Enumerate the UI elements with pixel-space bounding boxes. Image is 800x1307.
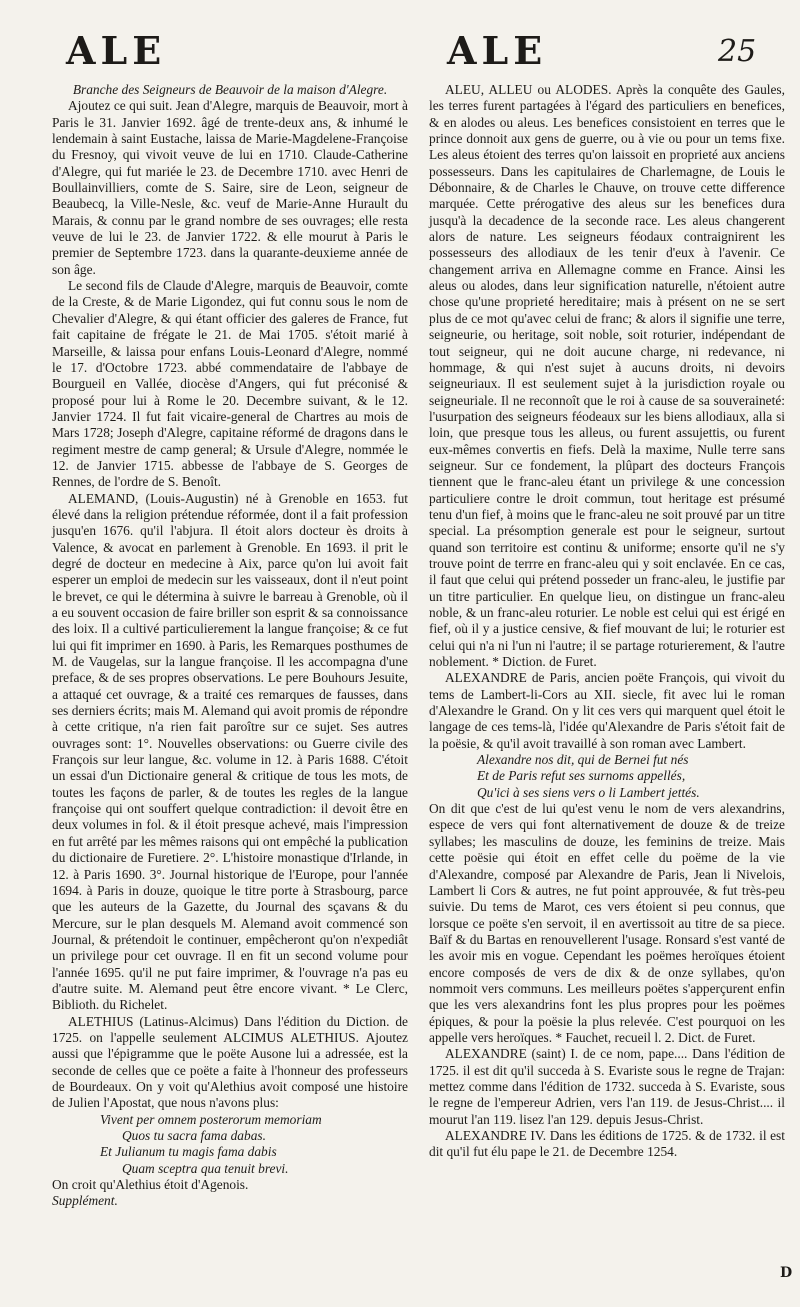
entry-aleu: ALEU, ALLEU ou ALODES. Après la conquête des Gaules, les terres furent partagées à l'égard des particuliers en benefices, & en alodes ou aleus. Les benefices consistoient en terres que le prince donnoit aux gens de guerre, ou à vie ou pour un tems fixe. Les aleus étoient des terres qu'on laissoit en proprieté aux anciens possesseurs. Dans les capitulaires de Charlemagne, de Louis le Débonnaire, & de Charles le Chauve, on trouve cette difference marquée. Cette prérogative des aleus sur les benefices dura jusqu'à la decadence de la seconde race. Les aleus changerent alors de nature. Les seigneurs féodaux contraignirent les possesseurs des allodiaux de les tenir d'eux à l'avenir. Ce changement arriva en Allemagne comme en France. Ainsi les aleus ou alodes, dans leur signification naturelle, n'étoient autre chose qu'une proprieté hereditaire; mais à présent on ne se sert plus de ce mot qu'avec celui de franc; & alors il signifie une terre, seigneurie, ou heritage, soit noble, soit roturier, indépendant de tout seigneur, qui ne doit aucune charge, ni redevance, ni hommage, & qui n'est sujet à aucuns droits, ni devoirs seigneuriaux. Il est seulement sujet à la jurisdiction royale ou seigneuriale. Il ne reconnoît que le roi à cause de sa souveraineté: l'usurpation des seigneurs féodeaux sur les biens allodiaux, alla si loin, que presque tous les alleus, ou furent assujettis, ou furent eux-mêmes convertis en fiefs. Delà la maxime, Nulle terre sans seigneur. Sur ce fondement, la plûpart des docteurs François tiennent que le franc-aleu étant un privilege & une concession particuliere contre le droit commun, tout heritage est présumé tenu d'un fief, à moins que le franc-aleu ne soit prouvé par un titre special. La présomption generale est pour le seigneur, surtout quand son territoire est continu & uniforme; ensorte qu'il ne s'y trouve point de terrre en franc-aleu qui y soit enclavée. En ce cas, il faut que celui qui prétend posseder un franc-aleu, le justifie par un titre particulier. En quelque lieu, on distingue un franc-aleu noble, & un franc-aleu roturier. Le noble est celui qui est érigé en fief, où il y a justice censive, & fief mouvant de lui; le roturier est celui qui n'a ni l'un ni l'autre; il se partage roturierement, & l'autre noblement. * Diction. de Furet. (429, 82, 785, 670)
verse-line: Et de Paris refut ses surnoms appellés, (477, 768, 686, 784)
left-headword: ALE (66, 28, 167, 73)
verse-line: Quam sceptra qua tenuit brevi. (122, 1160, 289, 1176)
left-column (52, 82, 408, 1210)
paragraph: On croit qu'Alethius étoit d'Agenois. (52, 1177, 249, 1193)
paragraph: Ajoutez ce qui suit. Jean d'Alegre, marquis de Beauvoir, mort à Paris le 31. Janvier 1692. âgé de trente-deux ans, & inhumé le lendemain à saint Eustache, laissa de Marie-Magdelene-Françoise du Fresnoy, qui vivoit veuve de lui en 1710. Claude-Catherine d'Alegre, qui fut mariée le 23. de Decembre 1710. avec Henri de Boullainvilliers, comte de S. Saire, sire de Leon, seigneur de Beaubecq, la Ville-Nesle, &c. veuf de Marie-Anne Hurault du Marais, & connu par le grand nombre de ses ouvrages; elle resta veuve de lui le 23. de Janvier 1722. & elle mourut à Paris le premier de Septembre 1723. dans la quarante-deuxieme année de son âge. (52, 98, 408, 277)
right-column (429, 82, 785, 1161)
verse-line: Et Julianum tu magis fama dabis (100, 1144, 277, 1160)
verse-line: Quos tu sacra fama dabas. (122, 1128, 266, 1143)
entry-alexandre-iv: ALEXANDRE IV. Dans les éditions de 1725. & de 1732. il est dit qu'il fut élu pape le 21. de Decembre 1254. (429, 1128, 785, 1160)
verse-line: Alexandre nos dit, qui de Bernei fut nés (477, 752, 689, 768)
paragraph: On dit que c'est de lui qu'est venu le nom de vers alexandrins, espece de vers qui font alternativement de douze & de treize syllabes; les masculins de douze, les feminins de treize. Mais cette poësie qui étoit en effet celle du poëme de la vie d'Alexandre, composé par Alexandre de Paris, Jean li Nivelois, Lambert li Cors & autres, ne fut point approuvée, & fut très-peu suivie. Du tems de Marot, ces vers étoient si peu connus, que lorsque ce poëte s'en servoit, il en avertissoit au titre de sa piece. Baïf & du Bartas en renouvellerent l'usage. Ronsard s'est vanté de les avoir mis en vogue. Cependant les poëmes heroïques étoient encore composés de vers de dix & de onze syllabes, qu'on nommoit vers communs. Les meilleurs poëtes s'apperçurent enfin que les vers alexandrins font les plus propres pour les poëmes épiques, & pour la poësie la plus relevée. C'est pourquoi on les appelle vers heroïques. * Fauchet, recueil l. 2. Dict. de Furet. (429, 801, 785, 1045)
running-header (0, 28, 800, 88)
page-number: 25 (718, 34, 757, 69)
entry-alethius: ALETHIUS (Latinus-Alcimus) Dans l'édition du Diction. de 1725. on l'appelle seulement ALCIMUS ALETHIUS. Ajoutez aussi que l'épigramme que le poëte Ausone lui a adressée, est la seconde de celles que ce poëte a faite à l'honneur des professeurs de Bourdeaux. On y voit qu'Alethius avoit composé une histoire de Julien l'Apostat, que nous n'avons plus: (52, 1013, 408, 1111)
entry-alexandre-de-paris: ALEXANDRE de Paris, ancien poëte François, qui vivoit du tems de Lambert-li-Cors au XII. siecle, fit avec lui le roman d'Alexandre le Grand. On y lit ces vers qui marquent quel étoit le langage de ces tems-là, l'idée qu'Alexandre de Paris s'étoit fait de la poësie, & qu'il avoit travaillé à son roman avec Lambert. (429, 670, 785, 751)
section-heading: Branche des Seigneurs de Beauvoir de la maison d'Alegre. (72, 82, 388, 97)
signature-mark: D (780, 1265, 793, 1281)
verse-line: Qu'ici à ses siens vers o li Lambert jettés. (477, 784, 700, 800)
paragraph: Le second fils de Claude d'Alegre, marquis de Beauvoir, comte de la Creste, & de Marie Ligondez, qui fut connu sous le nom de Chevalier d'Alegre, & qui étant officier des galeres de France, fut fait capitaine de frégate le 21. de Mai 1705. s'étoit marié à Marseille, & laissa pour enfans Louis-Leonard d'Alegre, nommé le 17. d'Octobre 1723. abbé commendataire de l'abbaye de Bourgueil en Vallée, diocèse d'Angers, qui fut préconisé & proposé pour lui à Rome le 20. Decembre suivant, & le 12. Janvier 1724. Il fut fait vicaire-general de Chartres au mois de Mars 1728; Joseph d'Alegre, capitaine réformé de dragons dans le regiment mestre de camp general; & Ursule d'Alegre, nommée le 12. de Janvier 1715. abbesse de l'abbaye de S. Georges de Rennes, de l'ordre de S. Benoît. (52, 278, 408, 490)
entry-alexandre-i: ALEXANDRE (saint) I. de ce nom, pape.... Dans l'édition de 1725. il est dit qu'il succeda à S. Evariste sous le regne de Trajan: mettez comme dans l'édition de 1732. succeda à S. Evariste, sous le regne de l'empereur Adrien, vers l'an 119. de Jesus-Christ.... il mourut l'an 119. lisez l'an 129. depuis Jesus-Christ. (429, 1046, 785, 1127)
supplement-note: Supplément. (52, 1193, 118, 1209)
verse-line: Vivent per omnem posterorum memoriam (100, 1111, 322, 1127)
entry-alemand: ALEMAND, (Louis-Augustin) né à Grenoble en 1653. fut élevé dans la religion prétendue réformée, dont il a fait profession jusqu'en 1676. qu'il l'abjura. Il étoit alors docteur ès droits à Valence, & avocat en parlement à Grenoble. En 1693. il prit le degré de docteur en medecine à Aix, parce qu'on lui avoit fait esperer un emploi de medecin sur les vaisseaux, dont il n'eut point le brevet, ce qui le détermina à suivre le barreau à Grenoble, où il a eu souvent occasion de faire briller son esprit & sa connoissance des loix. Il a cultivé particulierement la langue françoise; & ce fut lui qui fit imprimer en 1690. à Paris, les Remarques posthumes de M. de Vaugelas, sur la langue françoise. Il les accompagna d'une preface, & de ses propres observations. Le pere Bouhours Jesuite, a attaqué cet ouvrage, & a traité ces remarques de fausses, dans ses derniers écrits; mais M. Alemand qui avoit promis de répondre à cette critique, n'a rien fait paroître sur ce sujet. Ses autres ouvrages sont: 1°. Nouvelles observations: ou Guerre civile des François sur leur langue, &c. volume in 12. à Paris 1688. C'étoit un essai d'un Dictionaire general & critique de tous les mots, de toutes les façons de parler, & de toutes les regles de la langue françoise qui ont souffert quelque contradiction: il devoit être en deux volumes in fol. & il étoit presque achevé, mais l'impression en fut arrêté par les mêmes raisons qui ont empêché la publication du dictionaire de Furetiere. 2°. L'histoire monastique d'Irlande, in 12. à Paris 1690. 3°. Journal historique de l'Europe, pour l'année 1694. à Paris in douze, quoique le titre porte à Strasbourg, parce que les auteurs de la Gazette, du Journal des sçavans & du Mercure, sur le plan desquels M. Alemand avoit commencé son Journal, & prétendoit le continuer, empêcheront qu'on n'expediât un privilege pour cet ouvrage. Il en fit un second volume pour l'année 1695. qu'il ne put faire imprimer, & l'ouvrage n'a pas eu d'autre suite. M. Alemand peut être encore vivant. * Le Clerc, Biblioth. du Richelet. (52, 490, 408, 1013)
right-headword: ALE (447, 28, 548, 73)
